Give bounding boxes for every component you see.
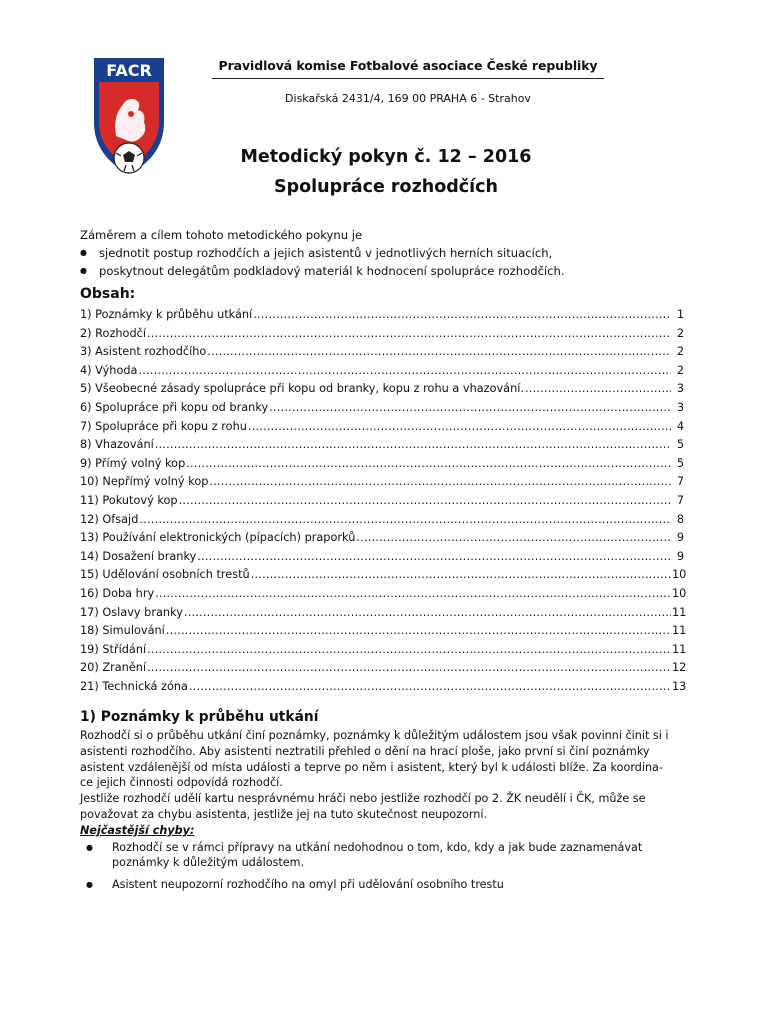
toc-entry-page: 5 [676, 438, 684, 452]
toc-entry[interactable] [80, 380, 684, 399]
toc-entry[interactable] [80, 622, 687, 641]
paragraph-line: asistent vzdálenější od místa události a teprve po něm i asistent, který byl k události blíže. Za koordina- [80, 760, 663, 774]
toc-heading: Obsah: [80, 286, 136, 302]
toc-leader [209, 473, 671, 492]
toc-entry-page: 11 [672, 642, 687, 656]
toc-entry-page: 12 [672, 661, 687, 675]
toc-entry-label: 6) Spolupráce při kopu od branky [80, 400, 269, 414]
toc-entry-page: 13 [672, 679, 687, 693]
paragraph-line: Rozhodčí si o průběhu utkání činí poznámky, poznámky k důležitým událostem jsou však povinni činit si i [80, 729, 669, 742]
toc-leader [139, 511, 671, 530]
toc-entry[interactable] [80, 529, 684, 548]
toc-entry[interactable] [80, 641, 687, 660]
toc-entry[interactable] [80, 659, 687, 678]
toc-entry[interactable] [80, 343, 684, 362]
toc-entry-page: 3 [676, 382, 684, 396]
paragraph-line: považovat za chybu asistenta, jestliže jej na tuto skutečnost neupozorní. [80, 807, 488, 821]
toc-entry-label: 14) Dosažení branky [80, 549, 197, 563]
bullet-icon: ● [80, 266, 87, 275]
toc-leader [207, 343, 671, 362]
organization-address: Diskařská 2431/4, 169 00 PRAHA 6 - Strahov [285, 92, 531, 105]
toc-entry[interactable] [80, 492, 684, 511]
toc-entry-label: 15) Udělování osobních trestů [80, 568, 250, 582]
error-item [80, 840, 690, 872]
toc-leader [138, 362, 671, 381]
section-1-heading: 1) Poznámky k průběhu utkání [80, 709, 319, 725]
toc-entry-page: 2 [676, 345, 684, 359]
organization-name: Pravidlová komise Fotbalové asociace České republiky [212, 58, 604, 79]
toc-entry-label: 21) Technická zóna [80, 679, 188, 693]
toc-entry[interactable] [80, 325, 684, 344]
toc-leader [179, 492, 671, 511]
toc-leader [147, 659, 671, 678]
toc-entry[interactable] [80, 566, 687, 585]
toc-leader [155, 585, 671, 604]
toc-leader [189, 678, 671, 697]
error-item-line: Rozhodčí se v rámci přípravy na utkání nedohodnou o tom, kdo, kdy a jak bude zaznamenávat [112, 840, 643, 854]
toc-entry-page: 2 [676, 363, 684, 377]
toc-entry-label: 7) Spolupráce při kopu z rohu [80, 419, 247, 433]
toc-entry[interactable] [80, 436, 684, 455]
toc-entry-page: 8 [676, 512, 684, 526]
title-line-1: Metodický pokyn č. 12 – 2016 [240, 147, 532, 167]
toc-entry-page: 11 [672, 605, 687, 619]
toc-entry-label: 13) Používání elektronických (pípacích) praporků [80, 531, 356, 545]
toc-entry-page: 11 [672, 624, 687, 638]
toc-entry-page: 3 [676, 400, 684, 414]
facr-logo [86, 52, 172, 178]
toc-entry-page: 7 [676, 475, 684, 489]
toc-entry-label: 8) Vhazování [80, 438, 154, 452]
toc-entry-page: 7 [676, 493, 684, 507]
toc-entry-page: 10 [672, 568, 687, 582]
intro [80, 226, 700, 280]
intro-bullet [80, 244, 700, 262]
toc-entry-label: 16) Doba hry [80, 586, 155, 600]
toc-entry-label: 17) Oslavy branky [80, 605, 183, 619]
toc-entry[interactable] [80, 306, 684, 325]
toc-leader [356, 529, 671, 548]
toc-entry-label: 4) Výhoda [80, 363, 138, 377]
toc-entry-label: 9) Přímý volný kop [80, 456, 186, 470]
toc-leader [147, 641, 671, 660]
bullet-icon: ● [86, 880, 93, 890]
common-errors-list [80, 840, 690, 893]
toc-leader [184, 604, 671, 623]
table-of-contents [80, 306, 687, 696]
toc-entry-page: 1 [676, 308, 684, 321]
error-item-line: Asistent neupozorní rozhodčího na omyl při udělování osobního trestu [112, 878, 504, 892]
toc-entry-label: 18) Simulování [80, 624, 165, 638]
toc-leader [166, 622, 671, 641]
toc-entry-page: 9 [676, 549, 684, 563]
common-errors-heading: Nejčastější chyby: [80, 823, 195, 837]
toc-entry-page: 9 [676, 531, 684, 545]
paragraph-line: ce jejich činnosti odpovídá rozhodčí. [80, 776, 283, 790]
paragraph-line: Jestliže rozhodčí udělí kartu nesprávnému hráči nebo jestliže rozhodčí po 2. ŽK neudělí i ČK, může se [80, 792, 646, 806]
toc-entry-label: 12) Ofsajd [80, 512, 139, 526]
toc-entry[interactable] [80, 548, 684, 567]
toc-entry-page: 10 [672, 586, 687, 600]
toc-entry-page: 2 [676, 326, 684, 340]
section-1-body [80, 728, 690, 899]
intro-bullet-text: sjednotit postup rozhodčích a jejich asistentů v jednotlivých herních situacích, [99, 246, 553, 260]
toc-entry[interactable] [80, 455, 684, 474]
toc-entry-page: 5 [676, 456, 684, 470]
error-item-line: poznámky k důležitým událostem. [112, 856, 305, 870]
toc-entry[interactable] [80, 511, 684, 530]
toc-entry-label: 20) Zranění [80, 661, 147, 675]
toc-entry-page: 4 [676, 419, 684, 433]
toc-entry[interactable] [80, 585, 687, 604]
title-line-2: Spolupráce rozhodčích [274, 177, 498, 197]
toc-leader [147, 325, 671, 344]
toc-entry-label: 10) Nepřímý volný kop [80, 475, 209, 489]
toc-entry-label: 19) Střídání [80, 642, 147, 656]
toc-entry-label: 1) Poznámky k průběhu utkání [80, 308, 253, 321]
toc-entry[interactable] [80, 678, 687, 697]
intro-lead: Záměrem a cílem tohoto metodického pokynu je [80, 228, 363, 242]
toc-entry-label: 2) Rozhodčí [80, 326, 146, 340]
paragraph-line: asistenti rozhodčího. Aby asistenti neztratili přehled o dění na hrací ploše, jako první si činí poznámky [80, 744, 650, 758]
intro-bullet-text: poskytnout delegátům podkladový materiál k hodnocení spolupráce rozhodčích. [99, 264, 565, 278]
bullet-icon: ● [80, 248, 87, 257]
toc-leader [197, 548, 671, 567]
toc-leader [269, 399, 671, 418]
toc-leader [248, 418, 671, 437]
toc-entry[interactable] [80, 362, 684, 381]
toc-entry-label: 11) Pokutový kop [80, 493, 178, 507]
toc-leader [525, 380, 671, 399]
toc-leader [186, 455, 671, 474]
toc-entry[interactable] [80, 473, 684, 492]
document-title [170, 142, 602, 202]
intro-bullet [80, 262, 700, 280]
toc-entry[interactable] [80, 399, 684, 418]
toc-entry-label: 3) Asistent rozhodčího [80, 345, 207, 359]
logo-text: FACR [106, 61, 152, 80]
toc-leader [253, 306, 671, 325]
toc-leader [155, 436, 671, 455]
error-item [80, 877, 690, 893]
toc-entry[interactable] [80, 418, 684, 437]
toc-entry-label: 5) Všeobecné zásady spolupráce při kopu od branky, kopu z rohu a vhazování. [80, 382, 524, 396]
toc-entry[interactable] [80, 604, 687, 623]
bullet-icon: ● [86, 842, 93, 852]
toc-leader [251, 566, 671, 585]
